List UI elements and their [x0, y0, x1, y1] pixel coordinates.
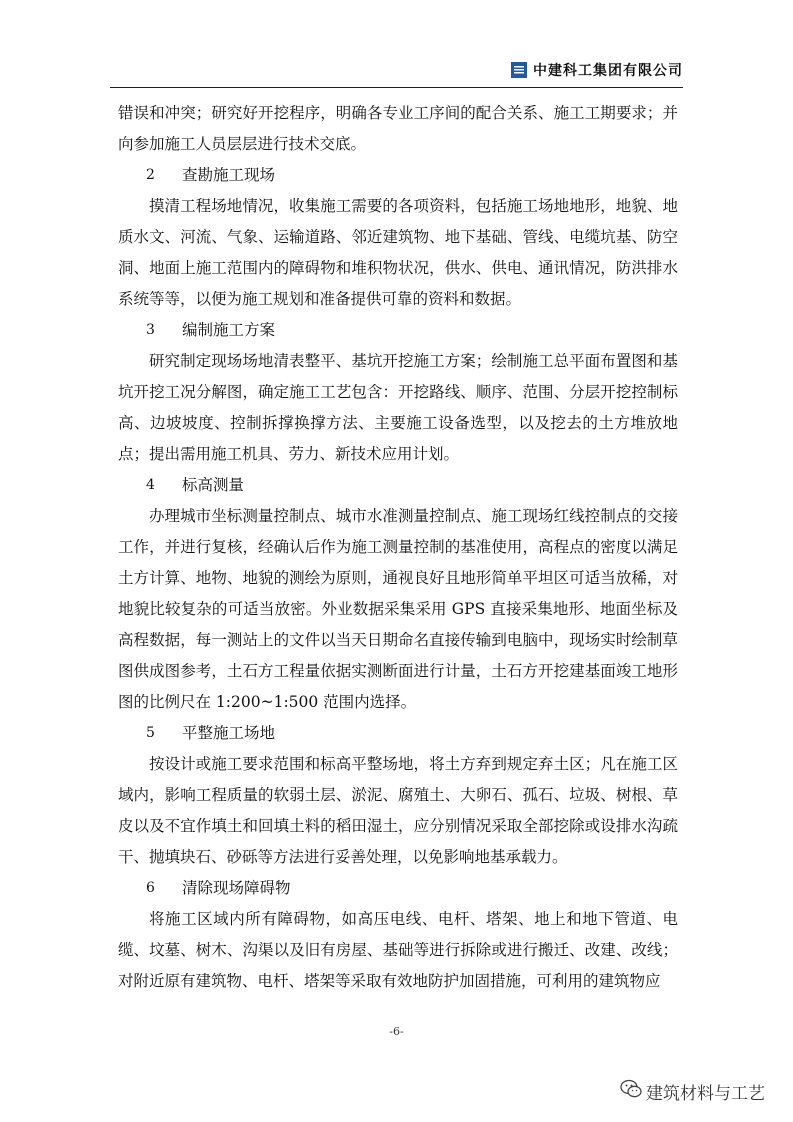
wechat-icon [620, 1079, 642, 1104]
watermark [620, 1079, 765, 1104]
section-number: 3 [146, 322, 155, 338]
section-title: 清除现场障碍物 [182, 879, 291, 897]
section-6-paragraph: 将施工区域内所有障碍物，如高压电线、电杆、塔架、地上和地下管道、电缆、坟墓、树木、沟渠以及旧有房屋、基础等进行拆除或进行搬迁、改建、改线；对附近原有建筑物、电杆、塔架等采取有效地防护加固措施，可利用的建筑物应 [118, 910, 678, 990]
company-name: 中建科工集团有限公司 [533, 63, 683, 79]
section-heading-6 [118, 873, 678, 904]
section-5-paragraph: 按设计或施工要求范围和标高平整场地，将土方弃到规定弃土区；凡在施工区域内，影响工程质量的软弱土层、淤泥、腐殖土、大卵石、孤石、垃圾、树根、草皮以及不宜作填土和回填土料的稻田湿土，应分别情况采取全部挖除或设排水沟疏干、抛填块石、砂砾等方法进行妥善处理，以免影响地基承载力。 [118, 755, 678, 866]
section-title: 标高测量 [182, 476, 245, 494]
section-heading-4 [118, 470, 678, 501]
section-heading-2 [118, 160, 678, 191]
section-title: 查勘施工现场 [182, 166, 276, 184]
document-body [118, 98, 678, 997]
section-3-paragraph: 研究制定现场场地清表整平、基坑开挖施工方案；绘制施工总平面布置图和基坑开挖工况分解图，确定施工工艺包含：开挖路线、顺序、范围、分层开挖控制标高、边坡坡度、控制拆撑换撑方法、主要施工设备选型，以及挖去的土方堆放地点；提出需用施工机具、劳力、新技术应用计划。 [118, 352, 678, 463]
header-divider [110, 87, 683, 88]
section-4-paragraph: 办理城市坐标测量控制点、城市水准测量控制点、施工现场红线控制点的交接工作，并进行复核，经确认后作为施工测量控制的基准使用，高程点的密度以满足土方计算、地物、地貌的测绘为原则，通视良好且地形简单平坦区可适当放稀，对地貌比较复杂的可适当放密。外业数据采集采用 GPS 直接采集地形、地面坐标及高程数据，每一测站上的文件以当天日期命名直接传输到电脑中，现场实时绘制草图供成图参考，土石方工程量依据实测断面进行计量，土石方开挖建基面竣工地形图的比例尺在 1:200~1:500 范围内选择。 [118, 507, 678, 711]
watermark-text: 建筑材料与工艺 [646, 1084, 765, 1104]
section-number: 2 [146, 167, 155, 183]
section-heading-3 [118, 315, 678, 346]
section-number: 6 [146, 880, 155, 896]
page-header [110, 56, 683, 84]
section-title: 编制施工方案 [182, 321, 276, 339]
section-title: 平整施工场地 [182, 724, 276, 742]
page-number: -6- [389, 1025, 404, 1038]
section-number: 5 [146, 725, 155, 741]
company-logo-icon [511, 62, 527, 78]
section-number: 4 [146, 477, 155, 493]
paragraph-continuation: 错误和冲突；研究好开挖程序，明确各专业工序间的配合关系、施工工期要求；并向参加施工人员层层进行技术交底。 [118, 104, 678, 153]
section-2-paragraph: 摸清工程场地情况，收集施工需要的各项资料，包括施工场地地形，地貌、地质水文、河流、气象、运输道路、邻近建筑物、地下基础、管线、电缆坑基、防空洞、地面上施工范围内的障碍物和堆积物状况，供水、供电、通讯情况，防洪排水系统等等，以便为施工规划和准备提供可靠的资料和数据。 [118, 197, 678, 308]
section-heading-5 [118, 718, 678, 749]
